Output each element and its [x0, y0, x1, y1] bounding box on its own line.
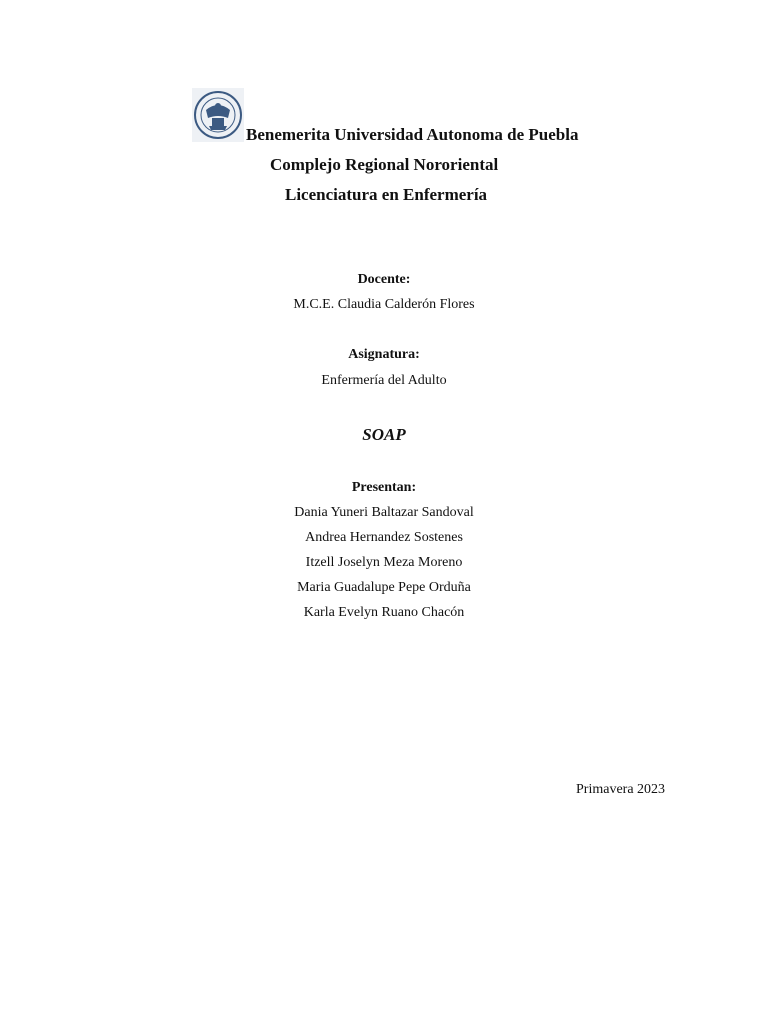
student-name: Andrea Hernandez Sostenes: [305, 530, 463, 545]
student-name: Dania Yuneri Baltazar Sandoval: [294, 505, 474, 520]
presentan-label: Presentan:: [351, 480, 417, 495]
program-name: Licenciatura en Enfermería: [285, 185, 488, 204]
campus-name: Complejo Regional Nororiental: [270, 155, 499, 174]
semester-date: Primavera 2023: [576, 782, 666, 797]
docente-name: M.C.E. Claudia Calderón Flores: [293, 297, 475, 312]
student-name: Karla Evelyn Ruano Chacón: [303, 605, 465, 620]
student-name: Itzell Joselyn Meza Moreno: [305, 555, 463, 570]
student-name: Maria Guadalupe Pepe Orduña: [297, 580, 471, 595]
document-title: SOAP: [362, 425, 406, 444]
asignatura-label: Asignatura:: [348, 347, 420, 362]
asignatura-name: Enfermería del Adulto: [321, 373, 447, 388]
university-seal-graphic: [192, 88, 244, 142]
university-name: Benemerita Universidad Autonoma de Puebla: [246, 125, 579, 144]
docente-label: Docente:: [357, 272, 411, 287]
university-seal-icon: [192, 88, 244, 142]
